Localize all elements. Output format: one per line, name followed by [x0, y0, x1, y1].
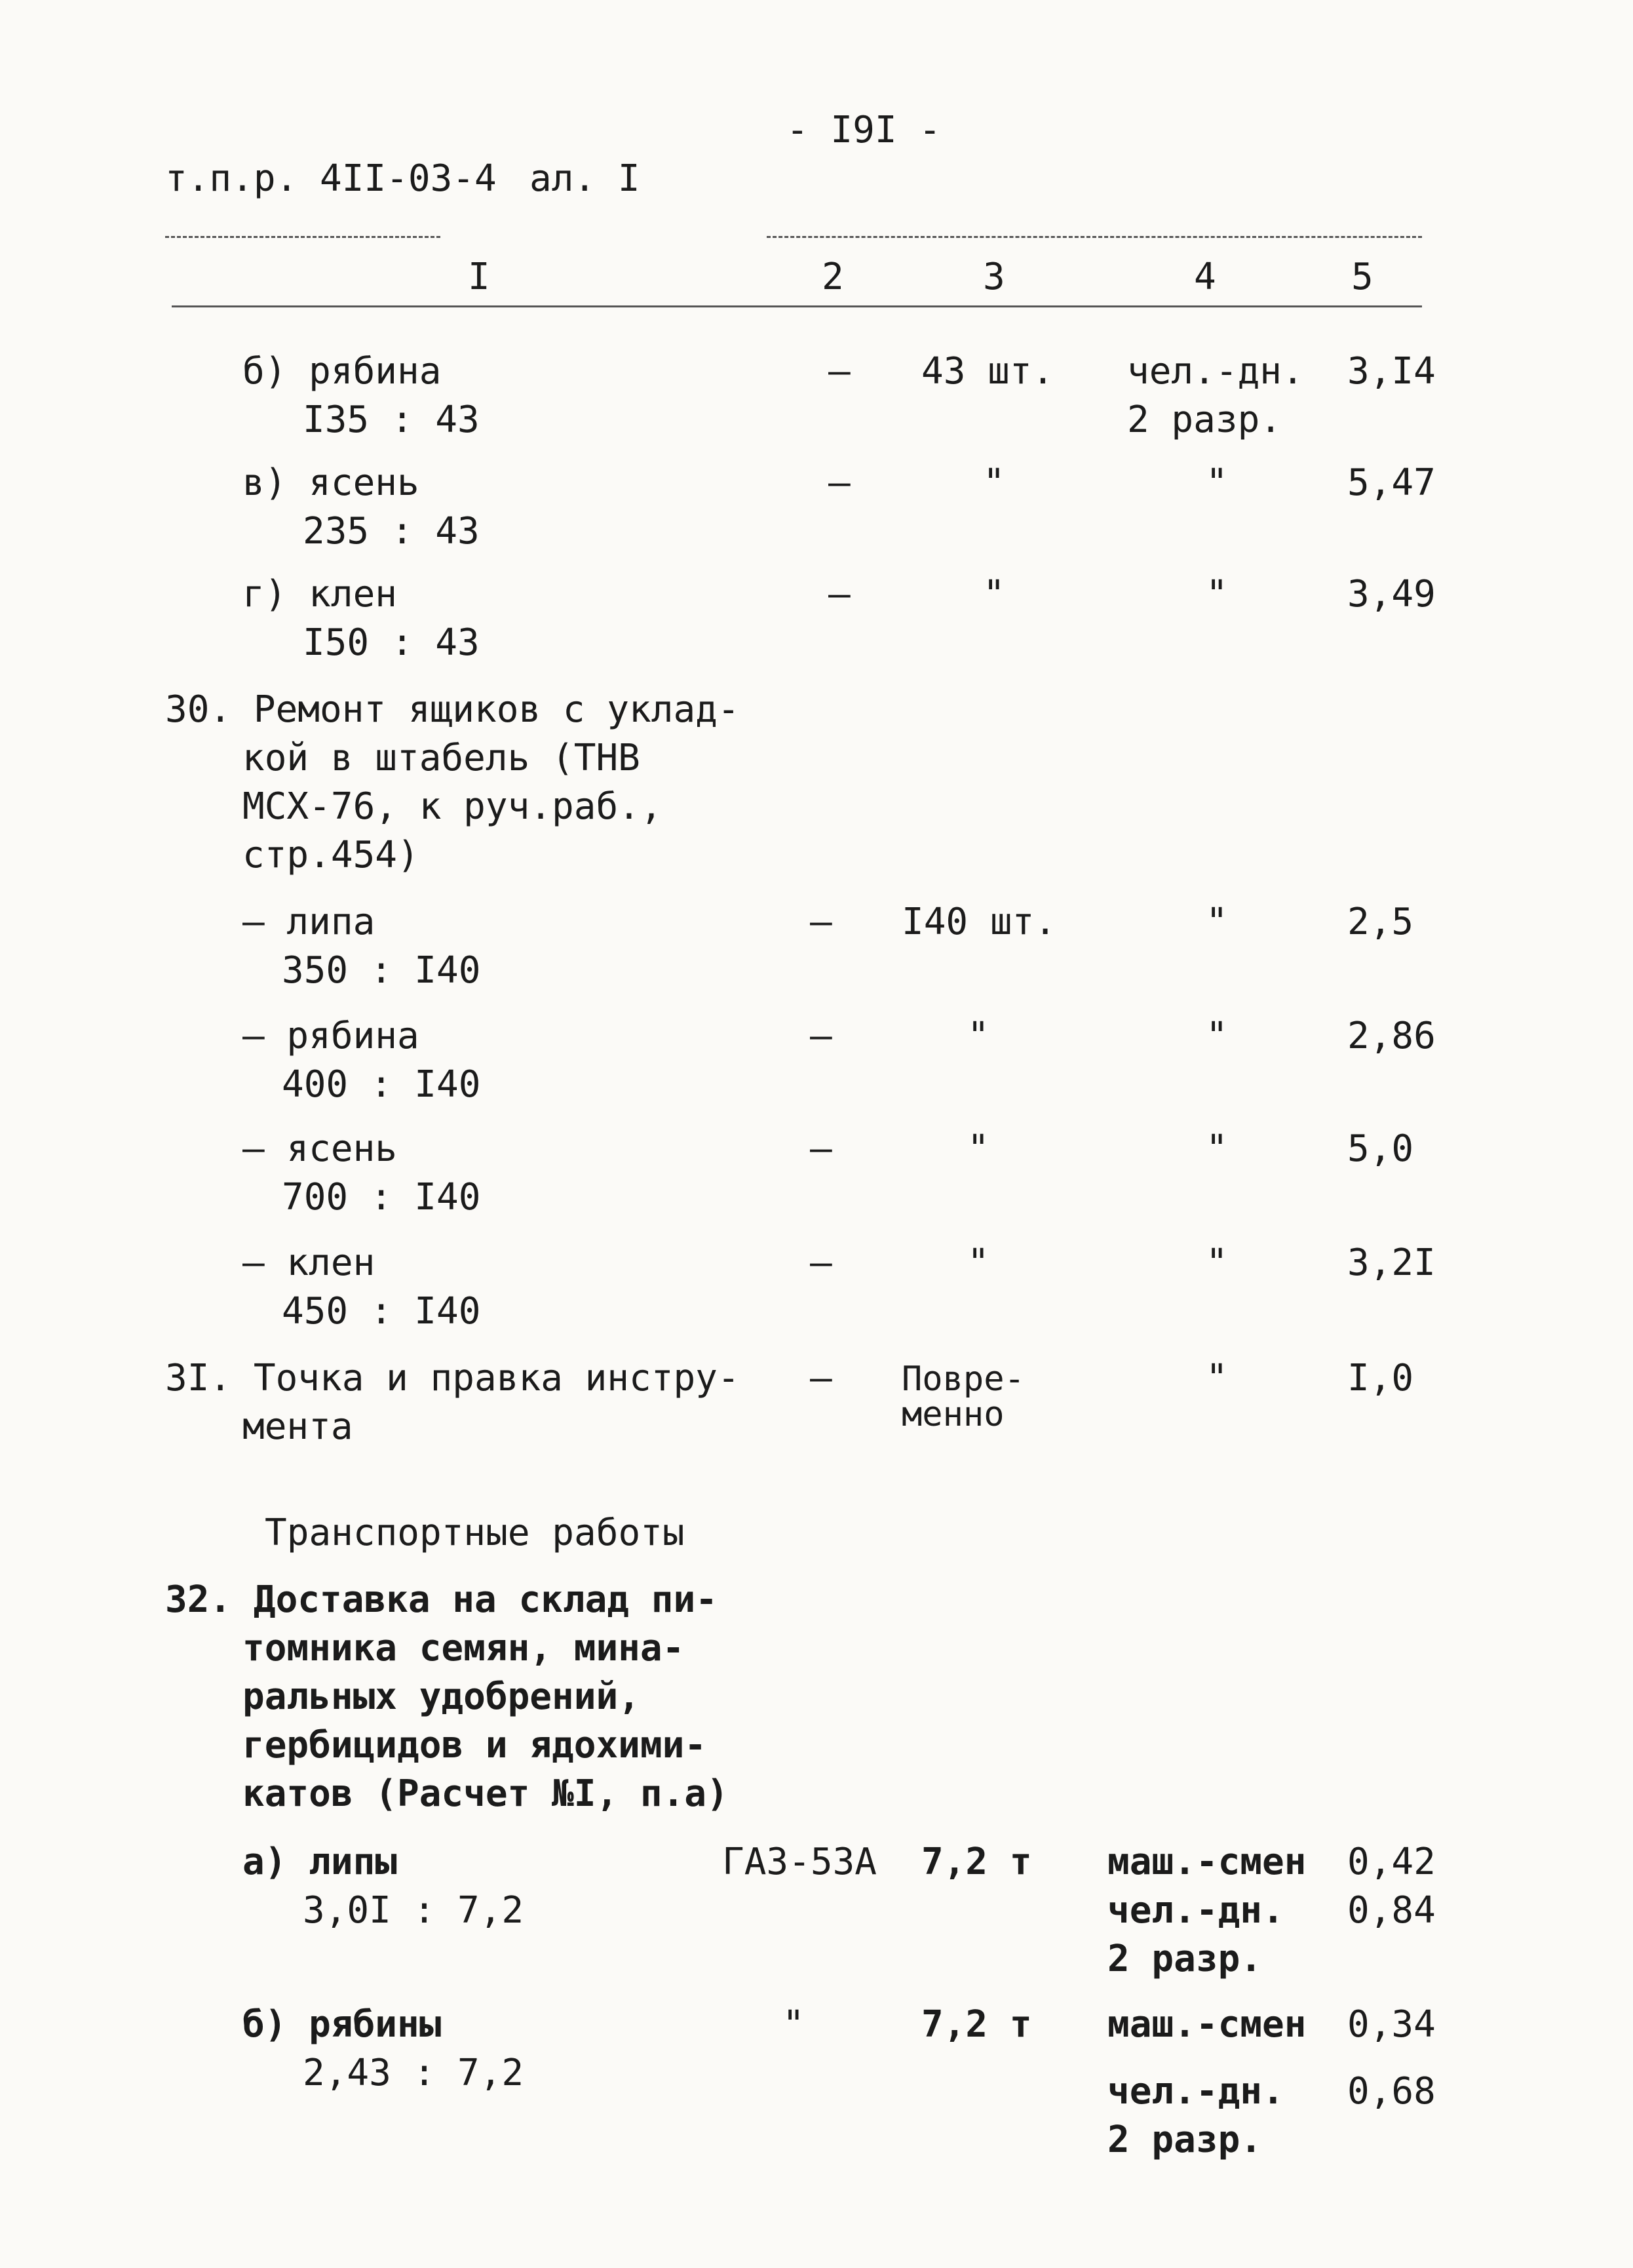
row-col5: 2,86 — [1347, 1015, 1436, 1057]
row-col3: " — [983, 461, 1005, 504]
row-col5: 3,49 — [1347, 573, 1436, 616]
row-col4: " — [1206, 1242, 1228, 1284]
row-col2: – — [810, 1357, 832, 1399]
column-header-5: 5 — [1351, 256, 1374, 298]
row-ratio: 3,0I : 7,2 — [303, 1889, 524, 1932]
row-label: б) рябины — [242, 2003, 442, 2046]
row-label: – клен — [242, 1242, 375, 1284]
column-header-1: I — [468, 256, 490, 298]
row-col2: – — [828, 461, 851, 504]
row-ratio: 2,43 : 7,2 — [303, 2052, 524, 2094]
row-col3: Повре- — [902, 1359, 1025, 1399]
row-col5: 3,I4 — [1347, 350, 1436, 393]
row-col5: 2,5 — [1347, 901, 1414, 943]
row-ratio: I35 : 43 — [303, 399, 480, 441]
row-label: в) ясень — [242, 461, 419, 504]
row-col5: 3,2I — [1347, 1242, 1436, 1284]
row-col4-line2: 2 разр. — [1127, 399, 1282, 441]
row-col5: I,0 — [1347, 1357, 1414, 1399]
row-col2: – — [810, 1127, 832, 1170]
column-header-3: 3 — [983, 256, 1005, 298]
row-col3: 43 шт. — [921, 350, 1054, 393]
document-reference: т.п.р. 4II-03-4 — [165, 157, 497, 200]
row-col4: " — [1206, 573, 1228, 616]
row-label: – ясень — [242, 1127, 398, 1170]
row-col2: – — [810, 1242, 832, 1284]
row-ratio: 235 : 43 — [303, 510, 480, 553]
item-31-title-line2: мента — [242, 1405, 353, 1448]
page-number: - I9I - — [786, 109, 942, 151]
row-col2: – — [810, 901, 832, 943]
row-col4: " — [1206, 901, 1228, 943]
row-col3: " — [967, 1015, 989, 1057]
item-32-title-line2: томника семян, мина- — [242, 1627, 685, 1670]
header-top-rule — [165, 236, 440, 238]
row-ratio: 400 : I40 — [282, 1063, 481, 1106]
row-col2: ГАЗ-53А — [722, 1841, 877, 1883]
row-col5-line2: 0,84 — [1347, 1889, 1436, 1932]
header-bottom-rule — [172, 305, 1422, 307]
row-col2: – — [810, 1015, 832, 1057]
row-ratio: 350 : I40 — [282, 949, 481, 992]
sheet-label: ал. I — [529, 157, 640, 200]
item-30-title-line4: стр.454) — [242, 834, 419, 876]
row-label: б) рябина — [242, 350, 442, 393]
row-col4: " — [1206, 1015, 1228, 1057]
row-ratio: 450 : I40 — [282, 1290, 481, 1333]
row-col4: маш.-смен — [1107, 1841, 1307, 1883]
item-32-title-line5: катов (Расчет №I, п.а) — [242, 1772, 729, 1815]
item-30-title: 30. Ремонт ящиков с уклад- — [165, 688, 740, 731]
section-heading: Транспортные работы — [265, 1512, 685, 1554]
row-label: – липа — [242, 901, 375, 943]
row-ratio: 700 : I40 — [282, 1176, 481, 1219]
row-col2: " — [782, 2003, 805, 2046]
row-col2: – — [828, 573, 851, 616]
item-31-title: 3I. Точка и правка инстру- — [165, 1357, 740, 1399]
item-32-title: 32. Доставка на склад пи- — [165, 1578, 718, 1621]
row-col4: " — [1206, 1127, 1228, 1170]
row-col5: 5,0 — [1347, 1127, 1414, 1170]
row-col3: I40 шт. — [902, 901, 1057, 943]
row-col5: 0,42 — [1347, 1841, 1436, 1883]
row-ratio: I50 : 43 — [303, 621, 480, 664]
row-col3: " — [967, 1242, 989, 1284]
row-col4-line2: чел.-дн. — [1107, 1889, 1284, 1932]
row-col3: " — [967, 1127, 989, 1170]
column-header-4: 4 — [1194, 256, 1216, 298]
item-32-title-line3: ральных удобрений, — [242, 1675, 640, 1718]
item-30-title-line2: кой в штабель (ТНВ — [242, 737, 640, 779]
row-col4: маш.-смен — [1107, 2003, 1307, 2046]
row-col4-line3: 2 разр. — [1107, 2119, 1263, 2161]
item-32-title-line4: гербицидов и ядохими- — [242, 1724, 707, 1767]
row-col3: 7,2 т — [921, 2003, 1032, 2046]
row-col4: " — [1206, 1357, 1228, 1399]
row-label: – рябина — [242, 1015, 419, 1057]
column-header-2: 2 — [822, 256, 844, 298]
row-col2: – — [828, 350, 851, 393]
row-col5: 0,34 — [1347, 2003, 1436, 2046]
row-col4-line2: чел.-дн. — [1107, 2070, 1284, 2113]
row-col4-line3: 2 разр. — [1107, 1938, 1263, 1980]
row-label: г) клен — [242, 573, 398, 616]
header-top-rule-right — [767, 236, 1422, 238]
row-col3-line2: менно — [902, 1395, 1005, 1434]
row-col3: 7,2 т — [921, 1841, 1032, 1883]
row-col5-line2: 0,68 — [1347, 2070, 1436, 2113]
row-col5: 5,47 — [1347, 461, 1436, 504]
item-30-title-line3: МСХ-76, к руч.раб., — [242, 785, 663, 828]
row-col4: чел.-дн. — [1127, 350, 1304, 393]
row-col3: " — [983, 573, 1005, 616]
row-label: а) липы — [242, 1841, 398, 1883]
row-col4: " — [1206, 461, 1228, 504]
